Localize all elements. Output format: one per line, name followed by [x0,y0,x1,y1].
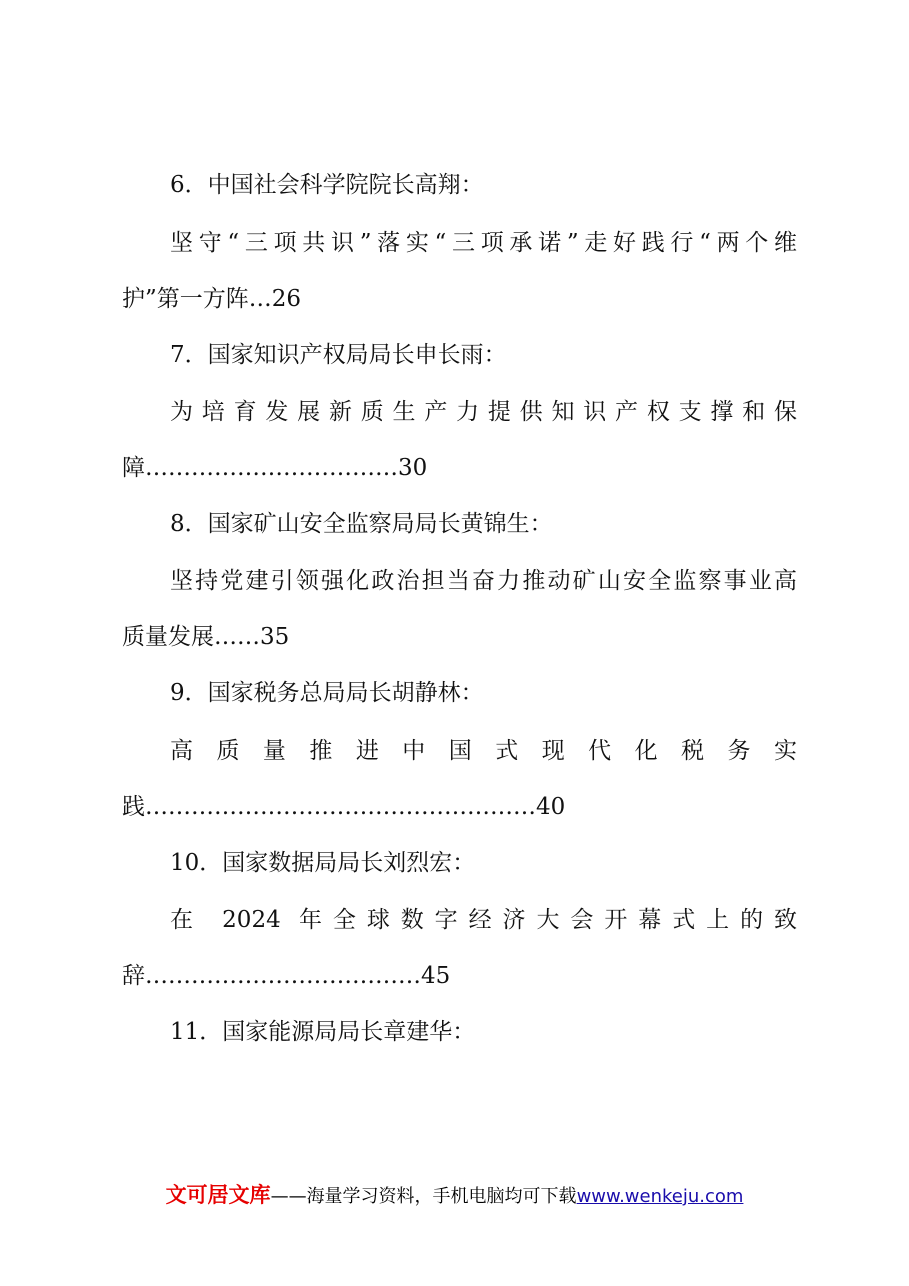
toc-entry-7-title-cont: 障……………………………30 [122,455,428,481]
toc-entry-6-heading: 6．中国社会科学院院长高翔： [170,172,484,198]
footer-link[interactable]: www.wenkeju.com [576,1186,744,1207]
toc-entry-7-title: 为培育发展新质生产力提供知识产权支撑和保 [170,399,797,425]
toc-entry-6-title: 坚守“三项共识”落实“三项承诺”走好践行“两个维 [170,230,797,256]
toc-entry-8-title: 坚持党建引领强化政治担当奋力推动矿山安全监察事业高 [170,568,797,594]
footer-banner [0,1180,909,1212]
toc-entry-10-title-cont: 辞………………………………45 [122,963,451,989]
toc-entry-9-heading: 9．国家税务总局局长胡静林： [170,680,484,706]
toc-entry-7-heading: 7．国家知识产权局局长申长雨： [170,342,507,368]
toc-entry-9-title-cont: 践……………………………………………40 [122,794,566,820]
toc-entry-8-title-cont: 质量发展……35 [122,624,290,650]
toc-entry-10-title: 在 2024 年全球数字经济大会开幕式上的致 [170,907,797,933]
toc-entry-9-title: 高质量推进中国式现代化税务实 [170,738,797,764]
footer-slogan: ——海量学习资料，手机电脑均可下载 [270,1186,577,1207]
footer-brand: 文可居文库 [165,1183,271,1207]
toc-entry-8-heading: 8．国家矿山安全监察局局长黄锦生： [170,511,553,537]
toc-entry-11-heading: 11．国家能源局局长章建华： [170,1019,476,1045]
toc-entry-10-heading: 10．国家数据局局长刘烈宏： [170,850,476,876]
toc-entry-6-title-cont: 护”第一方阵…26 [122,286,302,312]
